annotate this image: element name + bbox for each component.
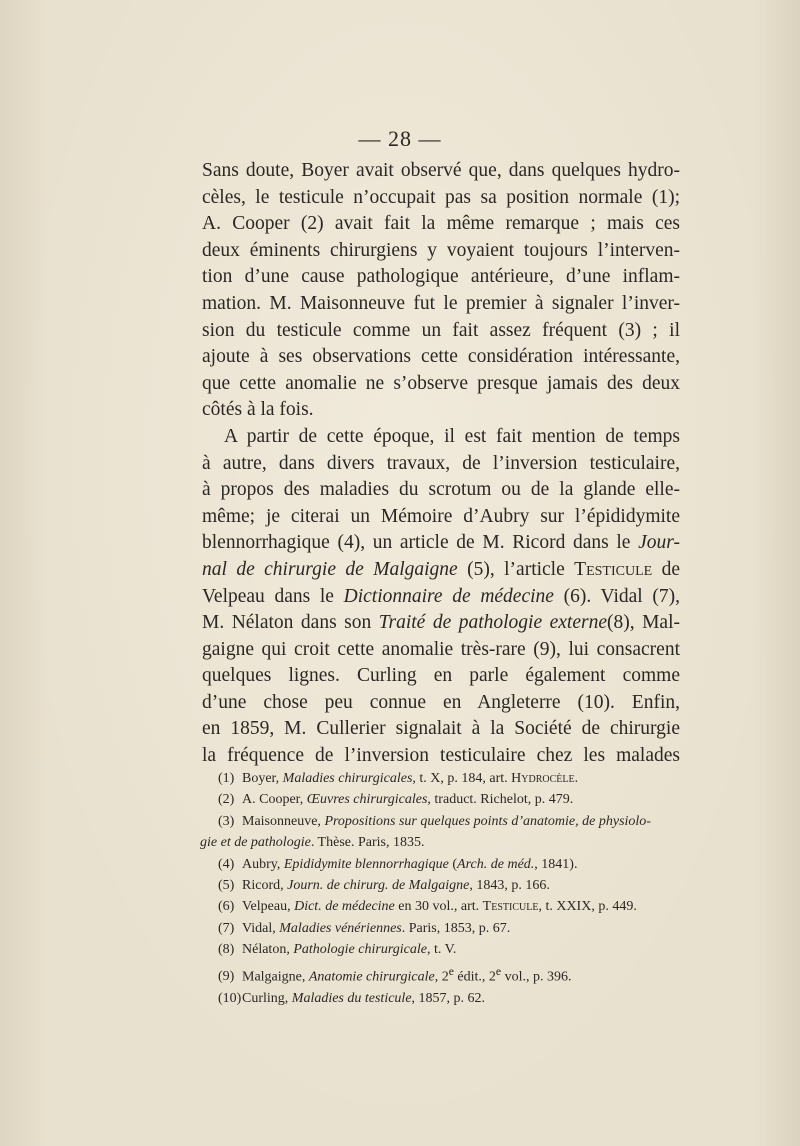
- footnote-number: (9): [218, 969, 235, 985]
- footnote-text: . Thèse. Paris, 1835.: [310, 835, 425, 851]
- footnote-text: , t. V.: [426, 942, 457, 958]
- footnote-text: Ricord,: [242, 878, 288, 894]
- superscript: e: [448, 964, 454, 978]
- footnote-number: (4): [218, 856, 235, 872]
- footnote: [218, 811, 684, 832]
- footnote-title: Arch. de méd.: [457, 856, 535, 872]
- footnote-text: , t. XXIX, p. 449.: [538, 899, 637, 915]
- footnote-text: , traduct. Richelot, p. 479.: [427, 792, 574, 808]
- footnote-text: , 1857, p. 62.: [411, 990, 486, 1006]
- text-line: [202, 584, 680, 611]
- footnote-continuation: [200, 832, 684, 853]
- footnote-text: Vidal,: [242, 920, 280, 936]
- text-line: tion d’une cause pathologique antérieure, d’une inflam-: [202, 266, 680, 288]
- superscript: e: [495, 964, 502, 978]
- dictionary-title-segment: Dictionnaire de médecine: [343, 585, 554, 607]
- text-line: [202, 530, 680, 557]
- footnote-title: Anatomie chirurgicale: [308, 969, 435, 985]
- book-title-segment: Traité de pathologie externe: [378, 612, 607, 634]
- article-title-segment: Testicule: [574, 558, 653, 580]
- main-text: [202, 158, 680, 770]
- footnote-text: .: [574, 771, 579, 786]
- footnote-text: en 30 vol., art.: [394, 899, 483, 915]
- text-line: en 1859, M. Cullerier signalait à la Société de chirurgie: [202, 718, 680, 740]
- journal-title-segment: Jour-: [638, 532, 680, 554]
- page-number: — 28 —: [358, 126, 442, 151]
- footnote-number: (7): [218, 920, 235, 936]
- text-line: A partir de cette époque, il est fait mention de temps: [224, 425, 680, 447]
- text-line: [202, 557, 680, 584]
- footnote-title: Maladies du testicule: [291, 990, 412, 1006]
- footnote: [218, 854, 684, 875]
- footnote: [218, 789, 684, 810]
- footnote-number: (10): [218, 990, 242, 1006]
- footnote-title: Maladies chirurgicales: [282, 771, 413, 786]
- footnote-number: (3): [218, 813, 235, 829]
- footnote-text: Maisonneuve,: [242, 813, 325, 829]
- text-line: d’une chose peu connue en Angleterre (10). Enfin,: [202, 691, 680, 713]
- footnotes: [200, 768, 684, 1009]
- text-line: que cette anomalie ne s’observe presque jamais des deux: [202, 372, 680, 394]
- footnote: [218, 875, 684, 896]
- footnote-text: , 1843, p. 166.: [469, 878, 550, 894]
- footnote-title: gie et de pathologie: [200, 835, 311, 851]
- footnote-text: Curling,: [242, 990, 292, 1006]
- footnote-number: (5): [218, 878, 235, 894]
- text-line: à propos des maladies du scrotum ou de la glande elle-: [202, 479, 680, 501]
- journal-title-segment: nal de chirurgie de Malgaigne: [202, 558, 458, 580]
- footnote-article: Testicule: [482, 899, 539, 915]
- footnote-title: Propositions sur quelques points d’anatomie, de physiolo-: [324, 813, 651, 829]
- footnote-text: (: [448, 856, 458, 872]
- text-line: ajoute à ses observations cette considération intéressante,: [202, 346, 680, 368]
- footnote-text: Malgaigne,: [242, 969, 309, 985]
- footnote-title: Journ. de chirurg. de Malgaigne: [287, 878, 470, 894]
- text-segment: de: [652, 558, 681, 580]
- footnote-text: vol., p. 396.: [501, 969, 572, 985]
- text-segment: (8), Mal-: [606, 612, 680, 634]
- text-line: gaigne qui croit cette anomalie très-rare (9), lui consacrent: [202, 638, 680, 660]
- text-line: deux éminents chirurgiens y voyaient toujours l’interven-: [202, 239, 680, 261]
- footnote-text: , 2: [434, 969, 449, 985]
- footnote-number: (2): [218, 792, 235, 808]
- footnote-text: . Paris, 1853, p. 67.: [401, 920, 511, 936]
- footnote-text: , t. X, p. 184, art.: [412, 771, 512, 786]
- text-segment: (6). Vidal (7),: [553, 585, 680, 607]
- footnote: [218, 896, 684, 917]
- text-line: côtés à la fois.: [202, 399, 314, 421]
- footnote-number: (6): [218, 899, 235, 915]
- footnote: [218, 768, 684, 789]
- text-segment: blennorrhagique (4), un article de M. Ricord dans le: [202, 532, 639, 554]
- footnote-text: Velpeau,: [242, 899, 295, 915]
- footnote-title: Pathologie chirurgicale: [293, 942, 427, 958]
- footnote-article: Hydrocèle: [511, 771, 575, 786]
- text-segment: Velpeau dans le: [202, 585, 344, 607]
- footnote-text: Nélaton,: [242, 942, 294, 958]
- footnote-number: (1): [218, 771, 235, 786]
- footnote-title: Dict. de médecine: [294, 899, 395, 915]
- text-line: Sans doute, Boyer avait observé que, dans quelques hydro-: [202, 160, 680, 181]
- footnote-text: , 1841).: [534, 856, 578, 872]
- footnote-number: (8): [218, 942, 235, 958]
- text-segment: (5), l’article: [457, 558, 575, 580]
- footnote: [218, 961, 684, 988]
- footnote: [218, 988, 684, 1009]
- text-line: [202, 610, 680, 637]
- text-line: à autre, dans divers travaux, de l’inversion testiculaire,: [202, 452, 680, 474]
- footnote: [218, 939, 684, 960]
- footnote-text: édit., 2: [453, 969, 496, 985]
- text-line: cèles, le testicule n’occupait pas sa position normale (1);: [202, 186, 680, 208]
- text-line: même; je citerai un Mémoire d’Aubry sur l’épididymite: [202, 505, 680, 527]
- text-line: mation. M. Maisonneuve fut le premier à signaler l’inver-: [202, 292, 680, 314]
- footnote-text: A. Cooper,: [242, 792, 307, 808]
- text-line: quelques lignes. Curling en parle également comme: [202, 665, 680, 687]
- text-line: A. Cooper (2) avait fait la même remarque ; mais ces: [202, 213, 680, 235]
- text-segment: M. Nélaton dans son: [202, 612, 379, 634]
- footnote-text: Aubry,: [242, 856, 284, 872]
- footnote: [218, 918, 684, 939]
- text-line: sion du testicule comme un fait assez fréquent (3) ; il: [202, 319, 680, 341]
- footnote-title: Œuvres chirurgicales: [306, 792, 428, 808]
- footnote-title: Maladies vénériennes: [279, 920, 402, 936]
- footnote-text: Boyer,: [242, 771, 283, 786]
- footnote-title: Epididymite blennorrhagique: [283, 856, 449, 872]
- text-line: la fréquence de l’inversion testiculaire chez les malades: [202, 745, 680, 767]
